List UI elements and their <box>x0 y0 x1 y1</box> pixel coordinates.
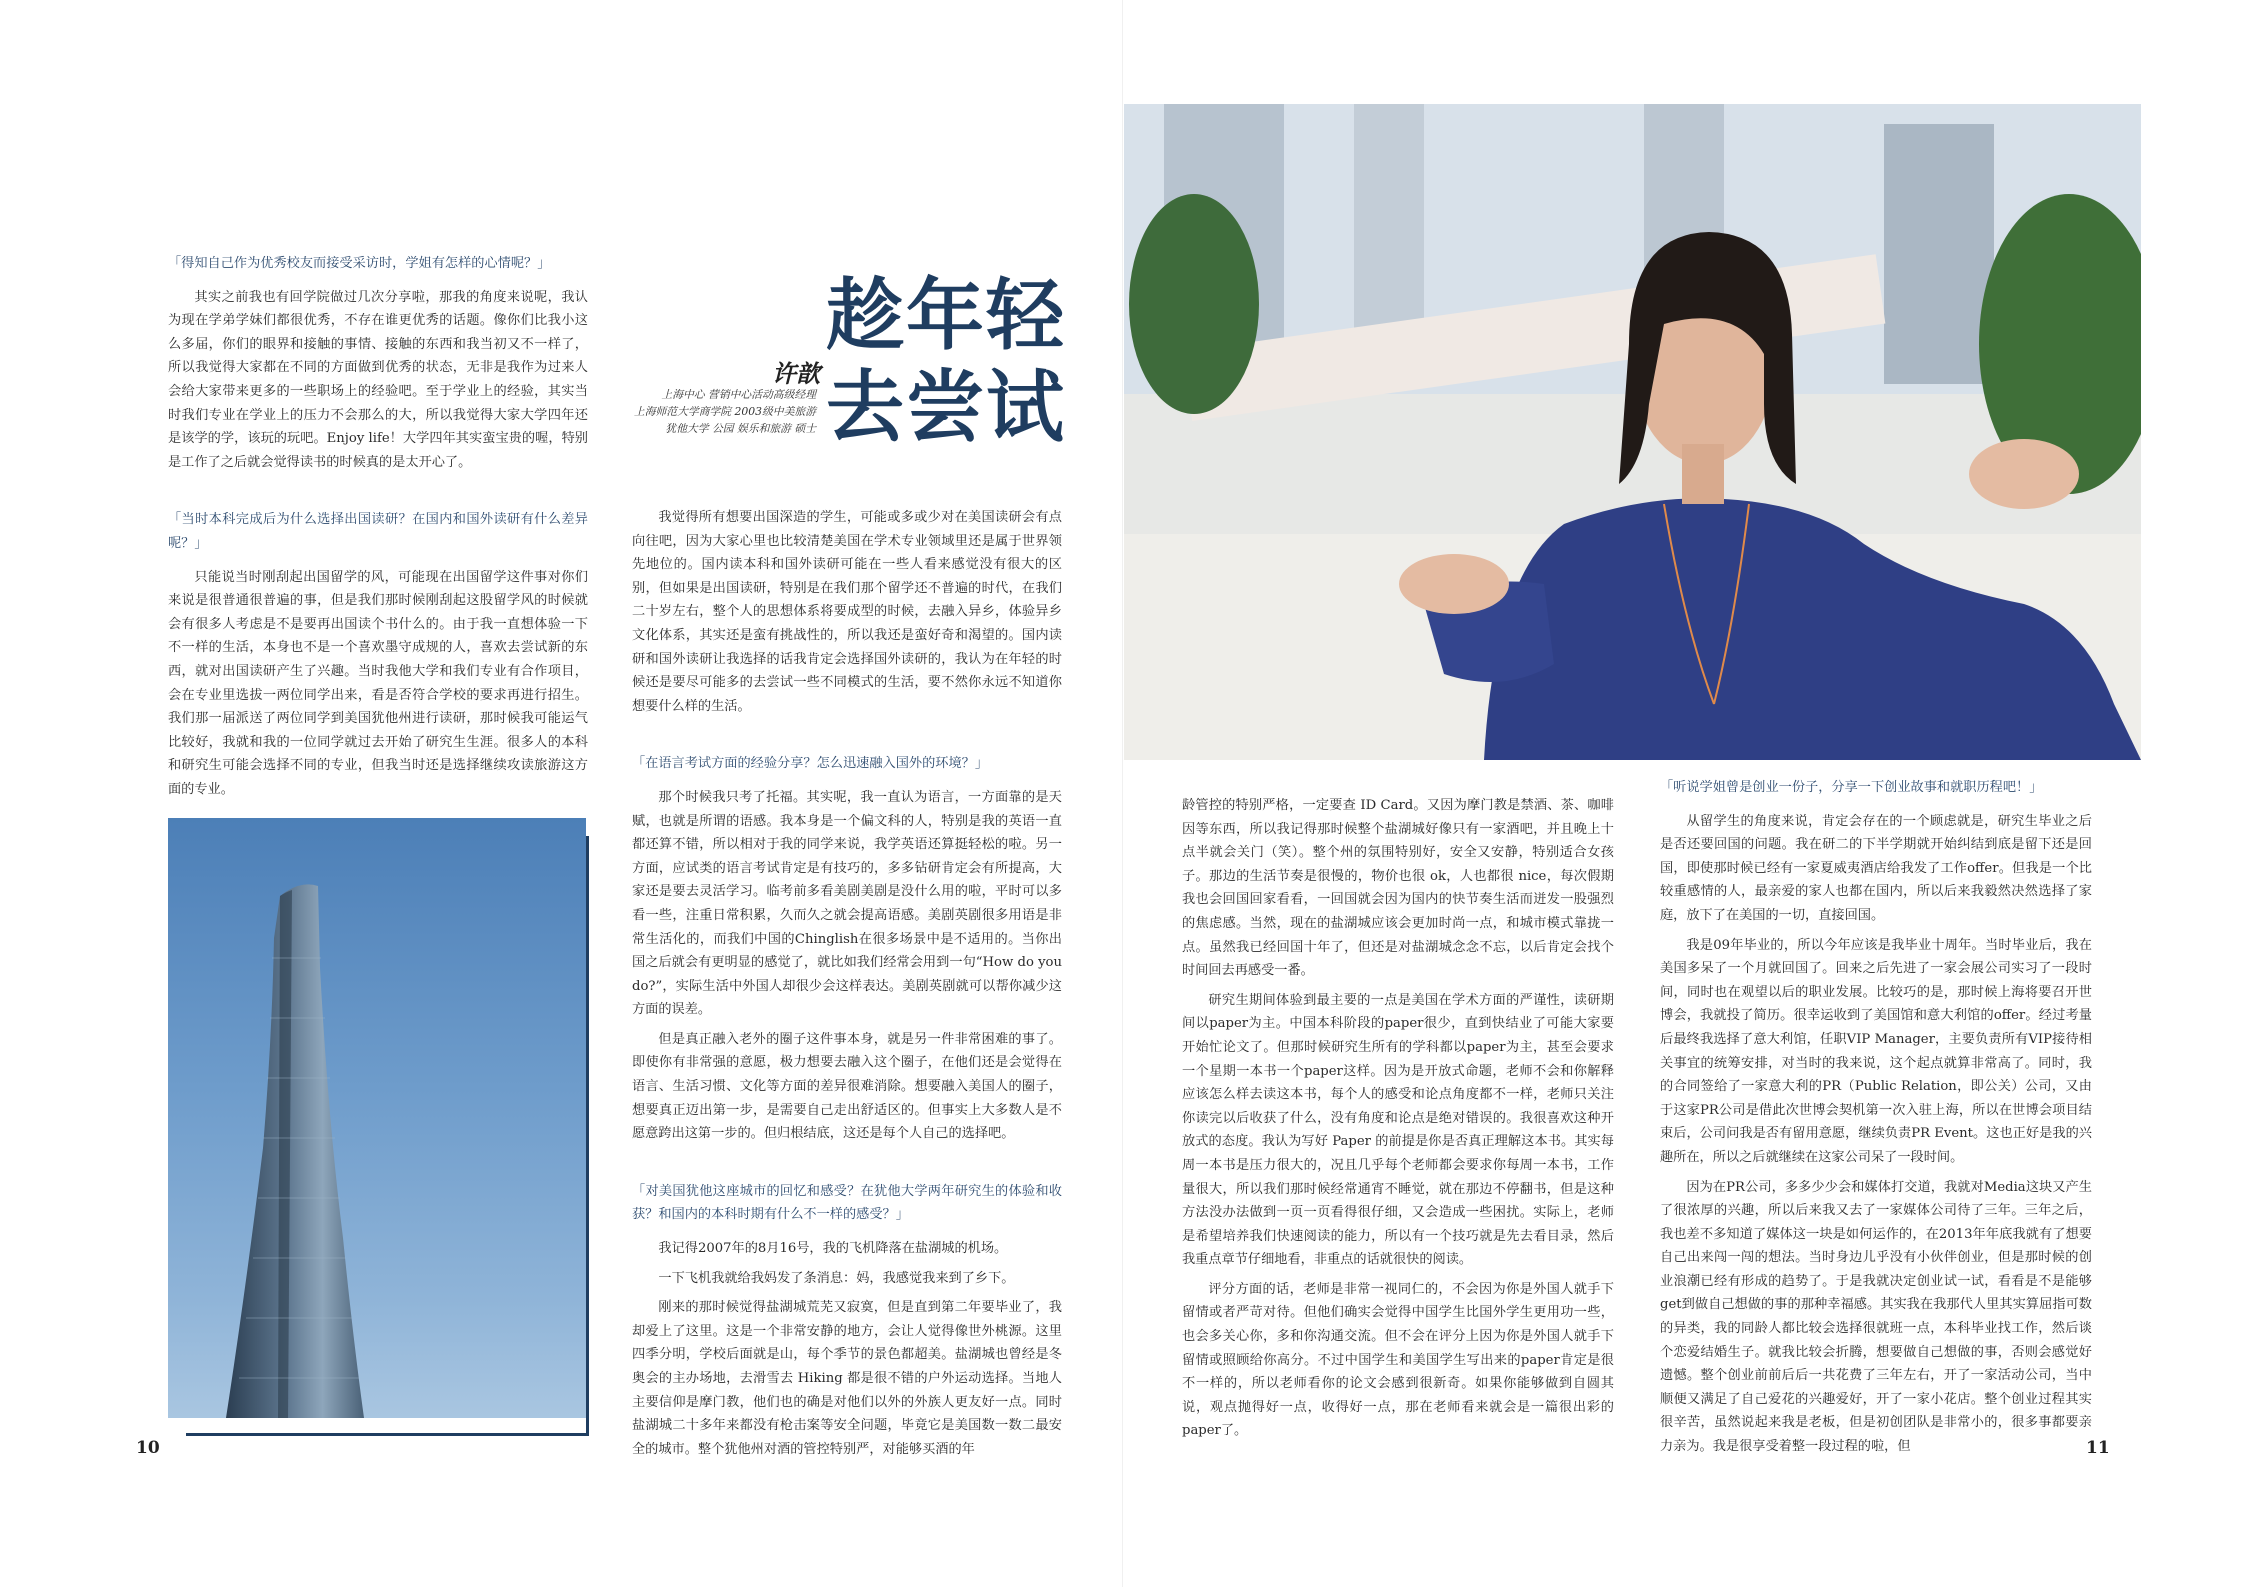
answer-1: 其实之前我也有回学院做过几次分享啦，那我的角度来说呢，我认为现在学弟学妹们都很优秀，不存在谁更优秀的话题。像你们比我小这么多届，你们的眼界和接触的事情、接触的东西和我当初又不一样了，所以我觉得大家都在不同的方面做到优秀的状态，无非是我作为过来人会给大家带来更多的一些职场上的经验吧。至于学业上的经验，其实当时我们专业在学业上的压力不会那么的大，所以我觉得大家大学四年还是该学的学，该玩的玩吧。Enjoy life！大学四年其实蛮宝贵的喔，特别是工作了之后就会觉得读书的时候真的是太开心了。 <box>168 289 588 470</box>
question-1: 「得知自己作为优秀校友而接受采访时，学姐有怎样的心情呢？」 <box>168 256 551 271</box>
answer-3b: 但是真正融入老外的圈子这件事本身，就是另一件非常困难的事了。即使你有非常强的意愿，极力想要去融入这个圈子，在他们还是会觉得在语言、生活习惯、文化等方面的差异很难消除。想要融入美国人的圈子，想要真正迈出第一步，是需要自己走出舒适区的。但事实上大多数人是不愿意跨出这第一步的。但归根结底，这还是每个人自己的选择吧。 <box>632 1031 1062 1142</box>
column-2 <box>632 506 1062 1467</box>
answer-4e: 研究生期间体验到最主要的一点是美国在学术方面的严谨性，读研期间以paper为主。中国本科阶段的paper很少，直到快结业了可能大家要开始忙论文了。但那时候研究生所有的学科都以paper为主，甚至会要求一个星期一本书一个paper这样。因为是开放式命题，老师不会和你解释应该怎么样去读这本书，每个人的感受和论点角度都不一样，老师只关注你读完以后收获了什么，没有角度和论点是绝对错误的。我很喜欢这种开放式的态度。我认为写好 Paper 的前提是你是否真正理解这本书。其实每周一本书是压力很大的，况且几乎每个老师都会要求你每周一本书，工作量很大，所以我们那时候经常通宵不睡觉，就在那边不停翻书，但是这种方法没办法做到一页一页看得很仔细，又会造成一些困扰。实际上，老师是希望培养我们快速阅读的能力，所以有一个技巧就是先去看目录，然后我重点章节仔细地看，非重点的话就很快的阅读。 <box>1182 992 1614 1268</box>
title-line-1: 趁年轻 <box>826 270 1067 361</box>
answer-4a: 我记得2007年的8月16号，我的飞机降落在盐湖城的机场。 <box>658 1241 1008 1257</box>
question-3: 「在语言考试方面的经验分享？怎么迅速融入国外的环境？」 <box>632 756 989 772</box>
answer-3a: 那个时候我只考了托福。其实呢，我一直认为语言，一方面靠的是天赋，也就是所谓的语感。我本身是一个偏文科的人，特别是我的英语一直都还算不错，所以相对于我的同学来说，我学英语还算挺轻松的啦。另一方面，应试类的语言考试肯定是有技巧的，多多钻研肯定会有所提高，大家还是要去灵活学习。临考前多看美剧美剧是没什么用的啦，平时可以多看一些，注重日常积累，久而久之就会提高语感。美剧英剧很多用语是非常生活化的，而我们中国的Chinglish在很多场景中是不适用的。当你出国之后就会有更明显的感觉了，就比如我们经常会用到一句“How do you do?”，实际生活中外国人却很少会这样表达。美剧英剧就可以帮你减少这方面的误差。 <box>632 789 1062 1018</box>
answer-4d: 龄管控的特别严格，一定要查 ID Card。又因为摩门教是禁酒、茶、咖啡因等东西，所以我记得那时候整个盐湖城好像只有一家酒吧，并且晚上十点半就会关门（笑）。整个州的氛围特别好，安全又安静，特别适合女孩子。那边的生活节奏是很慢的，物价也很 ok，人也都很 nice，每次假期我也会回国回家看看，一回国就会因为国内的快节奏生活而迸发一股强烈的焦虑感。当然，现在的盐湖城应该会更加时尚一点，和城市模式靠拢一点。虽然我已经回国十年了，但还是对盐湖城念念不忘，以后肯定会找个时间回去再感受一番。 <box>1182 798 1614 979</box>
intro-paragraph: 我觉得所有想要出国深造的学生，可能或多或少对在美国读研会有点向往吧，因为大家心里也比较清楚美国在学术专业领域里还是属于世界领先地位的。国内读本科和国外读研可能在一些人看来感觉没有很大的区别，但如果是出国读研，特别是在我们那个留学还不普遍的时代，在我们二十岁左右，整个人的思想体系将要成型的时候，去融入异乡，体验异乡文化体系，其实还是蛮有挑战性的，所以我还是蛮好奇和渴望的。国内读研和国外读研让我选择的话我肯定会选择国外读研的，我认为在年轻的时候还是要尽可能多的去尝试一些不同模式的生活，要不然你永远不知道你想要什么样的生活。 <box>632 510 1062 714</box>
shanghai-tower-photo <box>168 818 586 1418</box>
question-4: 「对美国犹他这座城市的回忆和感受？在犹他大学两年研究生的体验和收获？和国内的本科时期有什么不一样的感受？」 <box>632 1183 1062 1223</box>
answer-5c: 因为在PR公司，多多少少会和媒体打交道，我就对Media这块又产生了很浓厚的兴趣，所以后来我又去了一家媒体公司待了三年。三年之后，我也差不多知道了媒体这一块是如何运作的，在2013年年底我就有了想要自己出来闯一闯的想法。当时身边儿乎没有小伙伴创业，但是那时候的创业浪潮已经有形成的趋势了。于是我就决定创业试一试，看看是不是能够get到做自己想做的事的那种幸福感。其实我在我那代人里其实算屈指可数的异类，我的同龄人都比较会选择很就班一点，本科毕业找工作，然后谈个恋爱结婚生子。就我比较会折腾，想要做自己想做的事，否则会感觉好遗憾。整个创业前前后后一共花费了三年左右，开了一家活动公司，当中顺便又满足了自己爱花的兴趣爱好，开了一家小花店。整个创业过程其实很辛苦，虽然说起来我是老板，但是初创团队是非常小的，很多事都要亲力亲为。我是很享受着整一段过程的啦，但 <box>1660 1179 2092 1455</box>
title-line-2: 去尝试 <box>826 362 1067 453</box>
author-byline <box>620 386 816 437</box>
answer-4f: 评分方面的话，老师是非常一视同仁的，不会因为你是外国人就手下留情或者严苛对待。但他们确实会觉得中国学生比国外学生更用功一些，也会多关心你，多和你沟通交流。但不会在评分上因为你是外国人就手下留情或照顾给你高分。不过中国学生和美国学生写出来的paper肯定是很不一样的，所以老师看你的论文会感到很新奇。如果你能够做到自圆其说，观点抛得好一点，收得好一点，那在老师看来就会是一篇很出彩的paper了。 <box>1182 1281 1614 1439</box>
question-5: 「听说学姐曾是创业一份子，分享一下创业故事和就职历程吧！」 <box>1660 780 2043 795</box>
byline-line-2: 上海师范大学商学院 2003级中美旅游 <box>633 405 816 418</box>
column-4 <box>1660 776 2092 1465</box>
page-number-right: 11 <box>2086 1438 2110 1458</box>
spread-gutter <box>1122 0 1123 1587</box>
photo-frame-bottom <box>186 1433 589 1436</box>
portrait-illustration <box>1124 104 2141 760</box>
question-2: 「当时本科完成后为什么选择出国读研？在国内和国外读研有什么差异呢？」 <box>168 512 588 551</box>
page-number-left: 10 <box>136 1438 160 1458</box>
photo-frame-right <box>586 836 589 1436</box>
answer-2: 只能说当时刚刮起出国留学的风，可能现在出国留学这件事对你们来说是很普通很普遍的事，但是我们那时候刚刮起这股留学风的时候就会有很多人考虑是不是要再出国读个书什么的。由于我一直想体验一下不一样的生活，本身也不是一个喜欢墨守成规的人，喜欢去尝试新的东西，就对出国读研产生了兴趣。当时我他大学和我们专业有合作项目，会在专业里选拔一两位同学出来，看是否符合学校的要求再进行招生。我们那一届派送了两位同学到美国犹他州进行读研，那时候我可能运气比较好，我就和我的一位同学就过去开始了研究生生涯。很多人的本科和研究生可能会选择不同的专业，但我当时还是选择继续攻读旅游这方面的专业。 <box>168 569 588 797</box>
byline-line-3: 犹他大学 公园 娱乐和旅游 硕士 <box>665 422 816 435</box>
answer-4b: 一下飞机我就给我妈发了条消息：妈，我感觉我来到了乡下。 <box>658 1270 1015 1286</box>
answer-5b: 我是09年毕业的，所以今年应该是我毕业十周年。当时毕业后，我在美国多呆了一个月就回国了。回来之后先进了一家会展公司实习了一段时间，同时也在观望以后的职业发展。比较巧的是，那时候上海将要召开世博会，我就投了简历。很幸运收到了美国馆和意大利馆的offer。经过考量后最终我选择了意大利馆，任职VIP Manager，主要负责所有VIP接待相关事宜的统筹安排，对当时的我来说，这个起点就算非常高了。同时，我的合同签给了一家意大利的PR（Public Relation，即公关）公司，又由于这家PR公司是借此次世博会契机第一次入驻上海，所以在世博会项目结束后，公司问我是否有留用意愿，继续负责PR Event。这也正好是我的兴趣所在，所以之后就继续在这家公司呆了一段时间。 <box>1660 937 2092 1165</box>
byline-line-1: 上海中心 营销中心活动高级经理 <box>661 388 816 401</box>
answer-5a: 从留学生的角度来说，肯定会存在的一个顾虑就是，研究生毕业之后是否还要回国的问题。我在研二的下半学期就开始纠结到底是留下还是回国，即使那时候已经有一家夏威夷酒店给我发了工作offer。但我是一个比较重感情的人，最亲爱的家人也都在国内，所以后来我毅然决然选择了家庭，放下了在美国的一切，直接回国。 <box>1660 813 2092 923</box>
tower-illustration <box>168 818 586 1418</box>
interviewee-portrait-photo <box>1124 104 2141 760</box>
column-3 <box>1182 794 1614 1449</box>
article-title <box>826 270 1066 454</box>
author-signature: 许歆 <box>772 359 820 388</box>
answer-4c: 刚来的那时候觉得盐湖城荒芜又寂寞，但是直到第二年要毕业了，我却爱上了这里。这是一个非常安静的地方，会让人觉得像世外桃源。这里四季分明，学校后面就是山，每个季节的景色都超美。盐湖城也曾经是冬奥会的主办场地，去滑雪去 Hiking 都是很不错的户外运动选择。当地人主要信仰是摩门教，他们也的确是对他们以外的外族人更友好一点。同时盐湖城二十多年来都没有枪击案等安全问题，毕竟它是美国数一数二最安全的城市。整个犹他州对酒的管控特别严，对能够买酒的年 <box>632 1300 1062 1457</box>
column-1 <box>168 252 588 807</box>
